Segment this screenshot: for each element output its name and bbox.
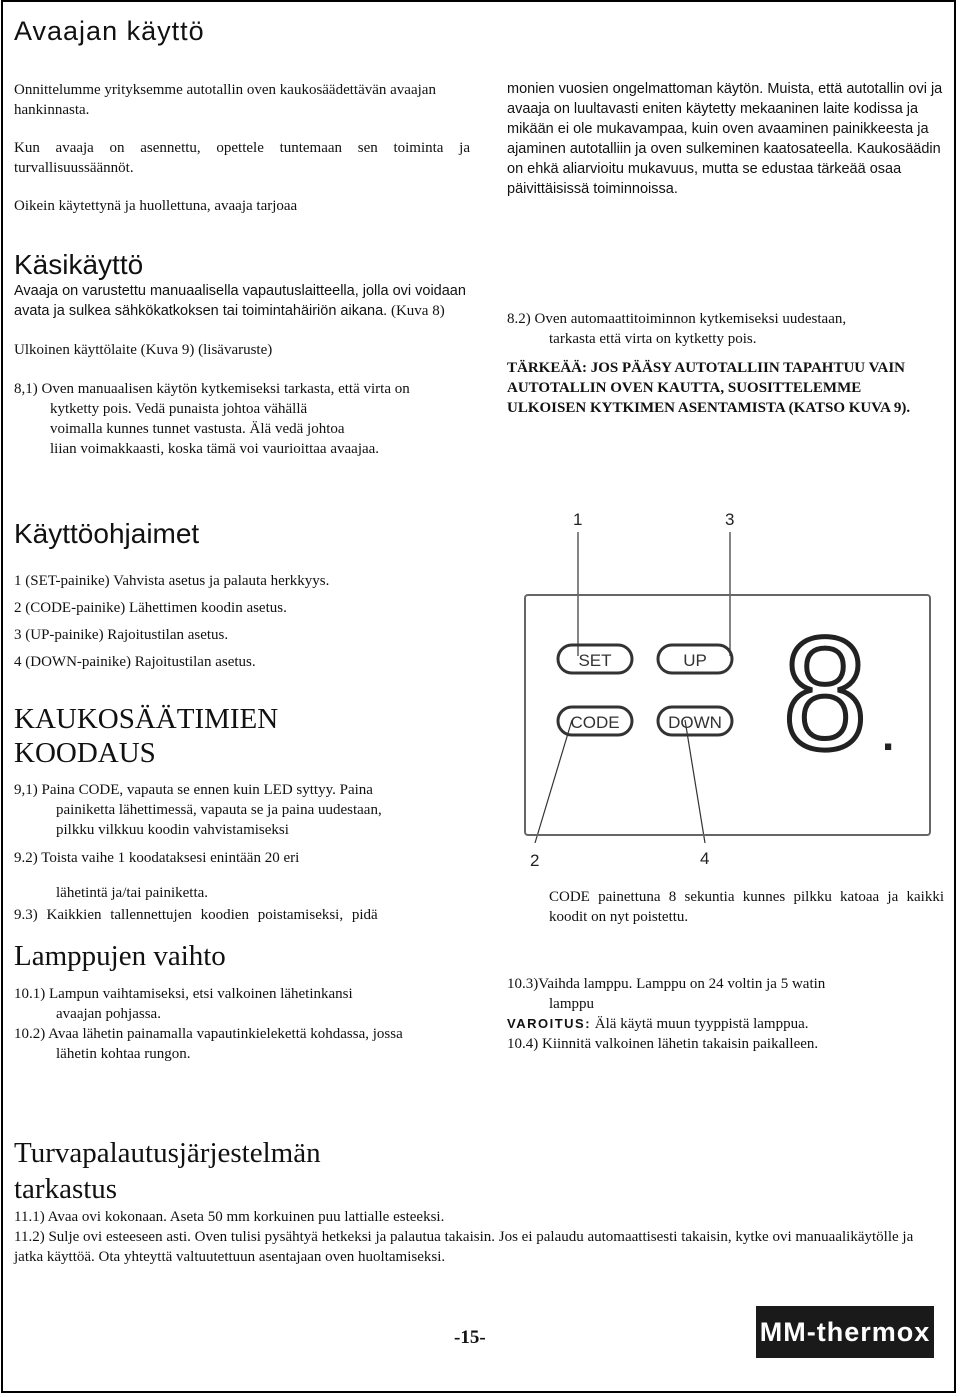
coding-step-9-3-continued: CODE painettuna 8 sekuntia kunnes pilkku katoaa ja kaikki koodit on nyt poistettu.: [549, 889, 944, 925]
callout-line-2: [535, 720, 572, 843]
lamps-warning-row: [507, 1014, 952, 1034]
coding-heading: [14, 702, 278, 770]
safety-steps: [14, 1207, 939, 1267]
coding-heading-line-1: KAUKOSÄÄTIMIEN: [14, 703, 279, 735]
callout-3: 3: [725, 510, 735, 529]
lamps-left: [14, 984, 484, 1064]
callout-1: 1: [573, 510, 583, 529]
coding-step-9-3: 9.3) Kaikkien tallennettujen koodien poistamiseksi, pidä: [14, 907, 378, 923]
manual-left: [14, 281, 476, 459]
safety-step-11-2: 11.2) Sulje ovi esteeseen asti. Oven tulisi pysähtyä hetkeksi ja palautua takaisin. Jos ei palaudu automaattisesti takaisin, kytke ovi manuaalikäytölle ja jatka käyttöä. Ota yhteyttä valtuutettuun asentajaan oven huoltamiseksi.: [14, 1229, 914, 1265]
controls-item-code: 2 (CODE-painike) Lähettimen koodin asetus.: [14, 600, 287, 616]
coding-step-9-1: 9,1) Paina CODE, vapauta se ennen kuin LED syttyy. Paina: [14, 782, 373, 798]
callout-2: 2: [530, 851, 540, 870]
lamps-right: [507, 974, 952, 1054]
lamps-heading: Lamppujen vaihto: [14, 940, 226, 972]
safety-heading-line-2: tarkastus: [14, 1173, 118, 1205]
safety-step-11-1: 11.1) Avaa ovi kokonaan. Aseta 50 mm korkuinen puu lattialle esteeksi.: [14, 1209, 445, 1225]
lamps-step-10-2: 10.2) Avaa lähetin painamalla vapautinkielekettä kohdassa, jossa: [14, 1026, 403, 1042]
coding-step-9-1-line-2: painiketta lähettimessä, vapauta se ja paina uudestaan,: [56, 802, 382, 818]
safety-heading-line-1: Turvapalautusjärjestelmän: [14, 1137, 321, 1169]
page-title: Avaajan käyttö: [14, 16, 205, 46]
intro-right-paragraph: monien vuosien ongelmattoman käytön. Muista, että autotallin ovi ja avaaja on luultavasti eniten käytetty mekaaninen laite kodissa ja mikään ei ole mukavampaa, kuin oven avaaminen painikkeesta ja ajaminen autotalliin ja oven sulkeminen kaatosateella. Kaukosäädin on ehkä aliarvioitu mukavuus, mutta se edustaa tärkeää osaa päivittäisissä toiminnoissa.: [507, 81, 943, 197]
page-number: -15-: [454, 1327, 486, 1348]
intro-paragraph-3: Oikein käytettynä ja huollettuna, avaaja tarjoaa: [14, 198, 298, 214]
lamps-step-10-2-line-2: lähetin kohtaa rungon.: [56, 1046, 191, 1062]
coding-heading-line-2: KOODAUS: [14, 737, 156, 769]
controls-item-up: 3 (UP-painike) Rajoitustilan asetus.: [14, 627, 229, 643]
manual-step-8-2: 8.2) Oven automaattitoiminnon kytkemiseksi uudestaan,: [507, 311, 847, 327]
intro-paragraph-1: Onnittelumme yrityksemme autotallin oven kaukosäädettävän avaajan hankinnasta.: [14, 82, 436, 118]
code-button-label: CODE: [570, 713, 620, 732]
control-panel-figure: [500, 500, 950, 880]
seven-segment-digit: 8: [779, 610, 871, 784]
lamps-step-10-1-line-2: avaajan pohjassa.: [56, 1006, 161, 1022]
safety-heading: [14, 1135, 321, 1207]
up-button-label: UP: [683, 651, 707, 670]
controls-item-set: 1 (SET-painike) Vahvista asetus ja palauta herkkyys.: [14, 573, 330, 589]
down-button-label: DOWN: [668, 713, 722, 732]
coding-step-9-2: 9.2) Toista vaihe 1 koodataksesi enintään 20 eri: [14, 850, 300, 866]
callout-line-4: [685, 720, 705, 843]
lamps-warning-label: VAROITUS:: [507, 1016, 592, 1031]
manual-warning: TÄRKEÄÄ: JOS PÄÄSY AUTOTALLIIN TAPAHTUU VAIN AUTOTALLIN OVEN KAUTTA, SUOSITTELEMME ULKOISEN KYTKIMEN ASENTAMISTA (KATSO KUVA 9).: [507, 360, 911, 416]
controls-list: [14, 571, 484, 679]
lamps-step-10-4: 10.4) Kiinnitä valkoinen lähetin takaisin paikalleen.: [507, 1036, 819, 1052]
lamps-step-10-1: 10.1) Lampun vaihtamiseksi, etsi valkoinen lähetinkansi: [14, 986, 353, 1002]
manual-step-8-1: 8,1) Oven manuaalisen käytön kytkemiseksi tarkasta, että virta on: [14, 381, 410, 397]
lamps-warning-text: Älä käytä muun tyyppistä lamppua.: [594, 1016, 809, 1032]
intro-left: [14, 80, 470, 216]
callout-4: 4: [700, 849, 710, 868]
manual-step-8-2-line-2: tarkasta että virta on kytketty pois.: [549, 331, 757, 347]
manual-step-8-1-line-3: voimalla kunnes tunnet vastusta. Älä vedä johtoa: [50, 421, 345, 437]
manual-paragraph-1: Avaaja on varustettu manuaalisella vapautuslaitteella, jolla ovi voidaan avata ja sulkea sähkökatkoksen tai toimintahäiriön aikana.: [14, 283, 466, 319]
display-dot: .: [882, 711, 895, 760]
manual-right: [507, 309, 952, 418]
coding-step-9-1-line-3: pilkku vilkkuu koodin vahvistamiseksi: [56, 822, 289, 838]
lamps-step-10-3: 10.3)Vaihda lamppu. Lamppu on 24 voltin ja 5 watin: [507, 976, 826, 992]
manual-heading: Käsikäyttö: [14, 249, 144, 280]
controls-item-down: 4 (DOWN-painike) Rajoitustilan asetus.: [14, 654, 256, 670]
controls-heading: Käyttöohjaimet: [14, 518, 200, 549]
set-button-label: SET: [578, 651, 612, 670]
manual-figure-ref: (Kuva 8): [390, 303, 445, 319]
lamps-step-10-3-line-2: lamppu: [549, 996, 594, 1012]
coding-steps: [14, 780, 484, 925]
manual-paragraph-2: Ulkoinen käyttölaite (Kuva 9) (lisävaruste): [14, 342, 273, 358]
manual-step-8-1-line-2: kytketty pois. Vedä punaista johtoa vähällä: [50, 401, 308, 417]
manual-step-8-1-line-4: liian voimakkaasti, koska tämä voi vaurioittaa avaajaa.: [50, 441, 380, 457]
intro-paragraph-2: Kun avaaja on asennettu, opettele tuntemaan sen toiminta ja turvallisuussäännöt.: [14, 140, 470, 176]
coding-step-9-2-line-2: lähetintä ja/tai painiketta.: [56, 885, 209, 901]
brand-logo: MM-thermox: [756, 1306, 934, 1358]
